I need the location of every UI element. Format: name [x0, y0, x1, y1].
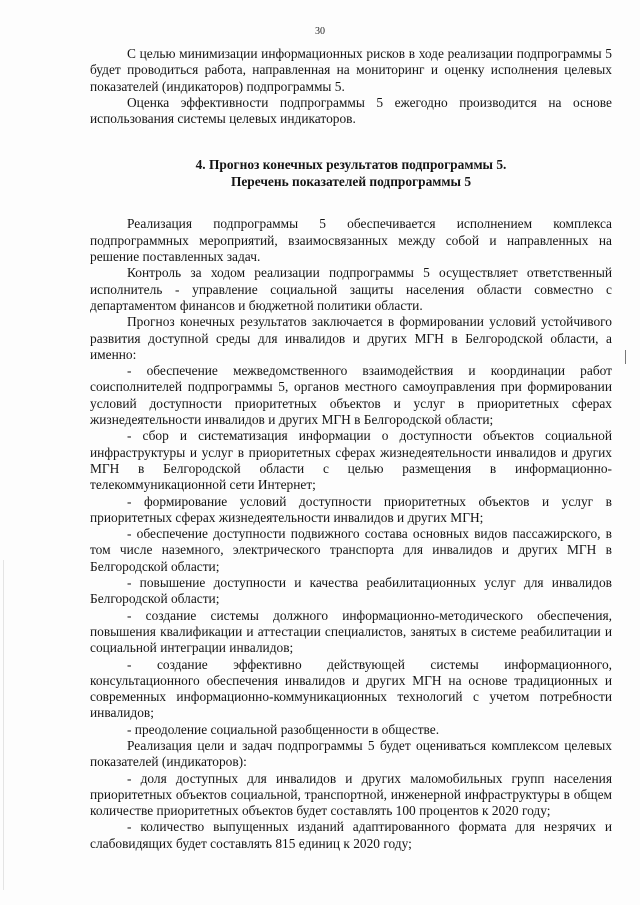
list-item: - преодоление социальной разобщенности в обществе. [127, 721, 440, 737]
section-title: 4. Прогноз конечных результатов подпрограммы 5. [195, 157, 507, 173]
body-paragraph: Контроль за ходом реализации подпрограммы 5 осуществляет ответственный исполнитель - управление социальной защиты населения области совместно с департаментом финансов и бюджетной политики области. [90, 265, 612, 313]
list-item: - формирование условий доступности приоритетных объектов и услуг в приоритетных сферах жизнедеятельности инвалидов и других МГН; [90, 493, 612, 525]
body-paragraph: Прогноз конечных результатов заключается в формировании условий устойчивого развития доступной среды для инвалидов и других МГН в Белгородской области, а именно: [90, 314, 612, 362]
margin-mark [625, 350, 626, 364]
list-item: - создание системы должного информационно-методического обеспечения, повышения квалификации и аттестации специалистов, занятых в системе реабилитации и социальной интеграции инвалидов; [90, 607, 612, 656]
list-item: - повышение доступности и качества реабилитационных услуг для инвалидов Белгородской области; [90, 575, 612, 607]
document-body [90, 46, 612, 852]
page-number: 30 [315, 26, 325, 37]
list-item: - количество выпущенных изданий адаптированного формата для незрячих и слабовидящих будет составлять 815 единиц к 2020 году; [90, 819, 612, 851]
scan-edge-line [3, 560, 4, 890]
list-item: - доля доступных для инвалидов и других маломобильных групп населения приоритетных объектов социальной, транспортной, инженерной инфраструктуры в общем количестве приоритетных объектов будет составлять 100 процентов к 2020 году; [90, 770, 612, 819]
list-item: - обеспечение межведомственного взаимодействия и координации работ соисполнителей подпрограммы 5, органов местного самоуправления при формировании условий доступности приоритетных объектов и услуг в приоритетных сферах жизнедеятельности инвалидов и других МГН в Белгородской области; [90, 363, 612, 428]
body-paragraph: Реализация подпрограммы 5 обеспечивается исполнением комплекса подпрограммных мероприятий, взаимосвязанных между собой и направленных на решение поставленных задач. [90, 216, 612, 265]
list-item: - обеспечение доступности подвижного состава основных видов пассажирского, в том числе наземного, электрического транспорта для инвалидов и других МГН в Белгородской области; [90, 526, 612, 574]
intro-paragraph: С целью минимизации информационных рисков в ходе реализации подпрограммы 5 будет проводиться работа, направленная на мониторинг и оценку исполнения целевых показателей (индикаторов) подпрограммы 5. [90, 46, 612, 94]
section-subtitle: Перечень показателей подпрограммы 5 [230, 173, 472, 189]
intro-paragraph: Оценка эффективности подпрограммы 5 ежегодно производится на основе использования системы целевых индикаторов. [90, 94, 612, 127]
body-paragraph: Реализация цели и задач подпрограммы 5 будет оцениваться комплексом целевых показателей (индикаторов): [90, 737, 612, 770]
list-item: - создание эффективно действующей системы информационного, консультационного обеспечения инвалидов и других МГН на основе традиционных и современных информационно-коммуникационных технологий с учетом потребности инвалидов; [90, 656, 612, 721]
list-item: - сбор и систематизация информации о доступности объектов социальной инфраструктуры и услуг в приоритетных сферах жизнедеятельности инвалидов и других МГН в Белгородской области с целью размещения в информационно-телекоммуникационной сети Интернет; [90, 428, 612, 493]
